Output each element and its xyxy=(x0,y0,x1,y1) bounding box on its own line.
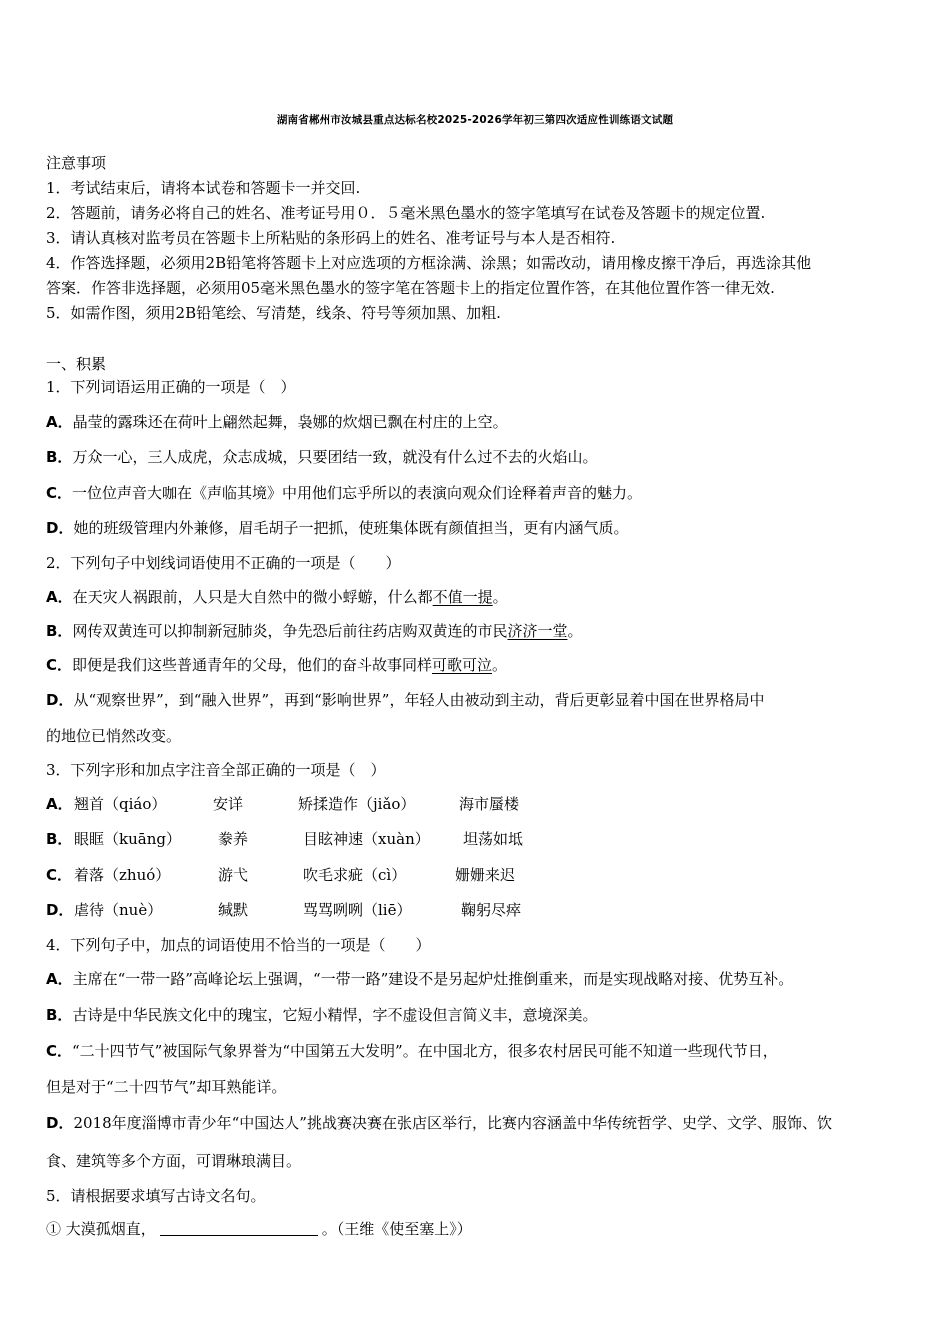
question-2-option-b xyxy=(46,620,582,641)
option-label: A． xyxy=(46,413,73,431)
option-text: 一位位声音大咖在《声临其境》中用他们忘乎所以的表演向观众们诠释着声音的魅力。 xyxy=(72,484,643,502)
option-word: 翘首（qiáo） xyxy=(74,795,167,813)
question-2-option-a xyxy=(46,586,508,607)
option-word: 缄默 xyxy=(218,901,249,919)
question-1-option-c xyxy=(46,482,642,503)
option-label: C． xyxy=(46,866,73,884)
option-label: C． xyxy=(46,484,73,502)
option-label: D． xyxy=(46,691,74,709)
question-2-stem: 2．下列句子中划线词语使用不正确的一项是（ ） xyxy=(46,554,401,572)
option-word: 姗姗来迟 xyxy=(455,866,516,884)
option-word: 吹毛求疵（cì） xyxy=(303,866,407,884)
question-4-option-a xyxy=(46,968,793,989)
option-text: 她的班级管理内外兼修，眉毛胡子一把抓，使班集体既有颜值担当，更有内涵气质。 xyxy=(73,519,629,537)
option-label: A． xyxy=(46,970,73,988)
option-text: 2018年度淄博市青少年“中国达人”挑战赛决赛在张店区举行，比赛内容涵盖中华传统哲学、史学、文学、服饰、饮 xyxy=(73,1114,832,1132)
option-text: “二十四节气”被国际气象界誉为“中国第五大发明”。在中国北方，很多农村居民可能不知道一些现代节日， xyxy=(72,1042,778,1060)
option-word: 目眩神速（xuàn） xyxy=(303,830,430,848)
poem-source: 。（王维《使至塞上》） xyxy=(321,1220,472,1238)
question-4-option-c xyxy=(46,1040,778,1061)
option-label: B． xyxy=(46,1006,73,1024)
option-text: 万众一心，三人成虎，众志成城，只要团结一致，就没有什么过不去的火焰山。 xyxy=(72,448,598,466)
option-label: D． xyxy=(46,1114,74,1132)
question-2-option-d-cont: 的地位已悄然改变。 xyxy=(46,727,182,745)
option-text-end: 。 xyxy=(492,588,508,606)
option-text: 网传双黄连可以抑制新冠肺炎，争先恐后前往药店购双黄连的市民 xyxy=(72,622,508,640)
option-text-end: 。 xyxy=(492,656,508,674)
question-3-stem: 3．下列字形和加点字注音全部正确的一项是（ ） xyxy=(46,761,386,779)
underlined-word: 可歌可泣 xyxy=(432,656,493,674)
option-label: C． xyxy=(46,656,73,674)
option-label: A． xyxy=(46,588,73,606)
question-5-stem: 5．请根据要求填写古诗文名句。 xyxy=(46,1187,266,1205)
section-heading: 一、积累 xyxy=(46,355,107,373)
question-4-option-b xyxy=(46,1004,597,1025)
notice-item: 1．考试结束后，请将本试卷和答题卡一并交回. xyxy=(46,179,361,197)
notice-item: 4．作答选择题，必须用2B铅笔将答题卡上对应选项的方框涂满、涂黑；如需改动，请用橡皮擦干净后，再选涂其他 xyxy=(46,254,812,272)
option-word: 游弋 xyxy=(218,866,249,884)
option-word: 海市蜃楼 xyxy=(459,795,520,813)
notice-item: 2．答题前，请务必将自己的姓名、准考证号用０．５毫米黑色墨水的签字笔填写在试卷及答题卡的规定位置. xyxy=(46,204,766,222)
notice-item: 5．如需作图，须用2B铅笔绘、写清楚，线条、符号等须加黑、加粗. xyxy=(46,304,501,322)
option-word: 安详 xyxy=(213,795,244,813)
page-title: 湖南省郴州市汝城县重点达标名校2025-2026学年初三第四次适应性训练语文试题 xyxy=(276,114,674,126)
option-text: 主席在“一带一路”高峰论坛上强调，“一带一路”建设不是另起炉灶推倒重来，而是实现战略对接、优势互补。 xyxy=(72,970,794,988)
option-label: B． xyxy=(46,622,73,640)
option-text-end: 。 xyxy=(567,622,583,640)
question-2-option-d xyxy=(46,689,764,710)
option-word: 着落（zhuó） xyxy=(74,866,171,884)
notice-item: 3．请认真核对监考员在答题卡上所粘贴的条形码上的姓名、准考证号与本人是否相符. xyxy=(46,229,616,247)
question-1-option-d xyxy=(46,517,628,538)
option-label: C． xyxy=(46,1042,73,1060)
question-1-option-a xyxy=(46,411,508,432)
question-2-option-c xyxy=(46,654,507,675)
answer-blank[interactable] xyxy=(160,1221,318,1236)
option-word: 虐待（nuè） xyxy=(74,901,163,919)
option-label: A． xyxy=(46,795,73,813)
question-4-option-d-cont: 食、建筑等多个方面，可谓琳琅满目。 xyxy=(46,1152,302,1170)
option-word: 坦荡如坻 xyxy=(463,830,524,848)
question-4-option-d xyxy=(46,1112,832,1133)
poem-line: ① 大漠孤烟直， xyxy=(46,1220,156,1238)
question-5-item-1 xyxy=(46,1218,472,1239)
question-4-stem: 4．下列句子中，加点的词语使用不恰当的一项是（ ） xyxy=(46,936,431,954)
option-word: 矫揉造作（jiǎo） xyxy=(298,795,416,813)
notice-item: 答案．作答非选择题，必须用05毫米黑色墨水的签字笔在答题卡上的指定位置作答，在其他位置作答一律无效. xyxy=(46,279,775,297)
question-4-option-c-cont: 但是对于“二十四节气”却耳熟能详。 xyxy=(46,1078,287,1096)
notice-heading: 注意事项 xyxy=(46,154,107,172)
option-label: B． xyxy=(46,830,73,848)
underlined-word: 济济一堂 xyxy=(507,622,568,640)
question-1-option-b xyxy=(46,446,597,467)
option-label: B． xyxy=(46,448,73,466)
option-label: D． xyxy=(46,519,74,537)
option-word: 鞠躬尽瘁 xyxy=(461,901,522,919)
option-word: 豢养 xyxy=(218,830,249,848)
option-label: D． xyxy=(46,901,74,919)
option-text: 即便是我们这些普通青年的父母，他们的奋斗故事同样 xyxy=(72,656,433,674)
option-text: 古诗是中华民族文化中的瑰宝，它短小精悍，字不虚设但言简义丰，意境深美。 xyxy=(72,1006,598,1024)
option-word: 眼眶（kuāng） xyxy=(74,830,181,848)
option-text: 在天灾人祸跟前，人只是大自然中的微小蜉蝣，什么都 xyxy=(72,588,433,606)
option-text: 晶莹的露珠还在荷叶上翩然起舞，袅娜的炊烟已飘在村庄的上空。 xyxy=(72,413,508,431)
option-text: 从“观察世界”，到“融入世界”，再到“影响世界”，年轻人由被动到主动，背后更彰显着中国在世界格局中 xyxy=(73,691,765,709)
question-1-stem: 1．下列词语运用正确的一项是（ ） xyxy=(46,378,296,396)
option-word: 骂骂咧咧（liē） xyxy=(303,901,412,919)
underlined-word: 不值一提 xyxy=(432,588,493,606)
